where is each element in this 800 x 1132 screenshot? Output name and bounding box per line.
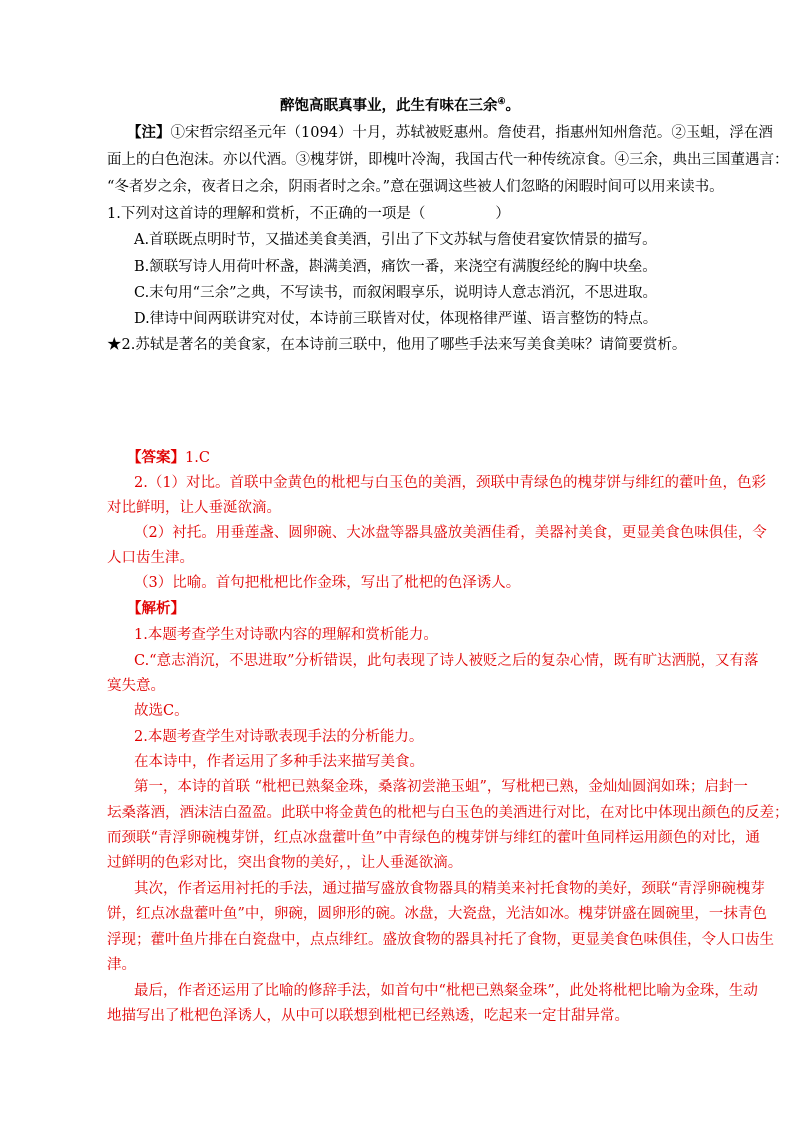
- question-1-stem-text: 1.下列对这首诗的理解和赏析，不正确的一项是（: [107, 206, 426, 222]
- answer-line-1: [127, 448, 705, 468]
- answer-line-4: （2）衬托。用垂莲盏、圆卵碗、大冰盘等器具盛放美酒佳肴，美器衬美食，更显美食色味俱佳，令: [134, 525, 767, 541]
- notes-label: 【注】: [127, 124, 171, 141]
- poem-line: [0, 96, 800, 116]
- analysis-line: 津。: [107, 957, 136, 973]
- analysis-line: 而颈联“青浮卵碗槐芽饼，红点冰盘藿叶鱼”中青绿色的槐芽饼与绯红的藿叶鱼同样运用颜色的对比，通: [107, 830, 760, 846]
- notes-line-2: 面上的白色泡沫。亦以代酒。③槐芽饼，即槐叶冷淘，我国古代一种传统凉食。④三余，典出三国董遇言：: [107, 152, 789, 168]
- analysis-line: 饼，红点冰盘藿叶鱼”中，卵碗，圆卵形的碗。冰盘，大瓷盘，光洁如冰。槐芽饼盛在圆碗里，一抹青色: [107, 906, 767, 922]
- analysis-line: 寞失意。: [107, 678, 165, 694]
- analysis-line: 浮现；藿叶鱼片排在白瓷盘中，点点绯红。盛放食物的器具衬托了食物，更显美食色味俱佳，令人口齿生: [107, 932, 774, 948]
- analysis-line: 坛桑落酒，酒沫洁白盈盈。此联中将金黄色的枇杷与白玉色的美酒进行对比，在对比中体现出颜色的反差；: [107, 805, 789, 821]
- notes-line-3: “冬者岁之余，夜者日之余，阴雨者时之余。”意在强调这些被人们忽略的闲暇时间可以用来读书。: [107, 179, 724, 195]
- poem-line-text: 醉饱高眠真事业，此生有味在三余: [279, 98, 498, 114]
- answer-label: 【答案】: [127, 449, 185, 466]
- notes-text-1: ①宋哲宗绍圣元年（1094）十月，苏轼被贬惠州。詹使君，指惠州知州詹范。②玉蛆，浮在酒: [170, 125, 773, 141]
- analysis-line: 故选C。: [134, 703, 189, 719]
- question-1-stem-end: ）: [495, 206, 510, 222]
- analysis-line: 最后，作者还运用了比喻的修辞手法，如首句中“枇杷已熟粲金珠”，此处将枇杷比喻为金珠，生动: [134, 983, 758, 999]
- analysis-line: 1.本题考查学生对诗歌内容的理解和赏析能力。: [134, 627, 438, 643]
- analysis-line: 地描写出了枇杷色泽诱人，从中可以联想到枇杷已经熟透，吃起来一定甘甜异常。: [107, 1008, 629, 1024]
- analysis-label: 【解析】: [127, 600, 185, 617]
- option-c: C.末句用“三余”之典，不写读书，而叙闲暇享乐，说明诗人意志消沉，不思进取。: [134, 285, 658, 301]
- notes-line-1: [127, 123, 773, 143]
- question-2: ★2.苏轼是著名的美食家，在本诗前三联中，他用了哪些手法来写美食美味？请简要赏析。: [107, 337, 687, 353]
- analysis-line: C.“意志消沉，不思进取”分析错误，此句表现了诗人被贬之后的复杂心情，既有旷达洒脱，又有落: [134, 653, 759, 669]
- answer-line-6: （3）比喻。首句把枇杷比作金珠，写出了枇杷的色泽诱人。: [134, 575, 521, 591]
- poem-line-end: 。: [505, 98, 521, 114]
- analysis-line: 其次，作者运用衬托的手法，通过描写盛放食物器具的精美来衬托食物的美好，颈联“青浮卵碗槐芽: [134, 881, 765, 897]
- analysis-line: 第一，本诗的首联 “枇杷已熟粲金珠，桑落初尝滟玉蛆”，写枇杷已熟，金灿灿圆润如珠；启封一: [134, 779, 748, 795]
- answer-q1: 1.C: [185, 450, 210, 466]
- answer-line-5: 人口齿生津。: [107, 550, 194, 566]
- answer-line-2: 2.（1）对比。首联中金黄色的枇杷与白玉色的美酒，颈联中青绿色的槐芽饼与绯红的藿叶鱼，色彩: [134, 475, 767, 491]
- answer-line-3: 对比鲜明，让人垂涎欲滴。: [107, 500, 281, 516]
- analysis-line: 过鲜明的色彩对比，突出食物的美好，，让人垂涎欲滴。: [107, 855, 463, 871]
- question-1-stem: [107, 204, 705, 224]
- option-b: B.颔联写诗人用荷叶杯盏，斟满美酒，痛饮一番，来浇空有满腹经纶的胸中块垒。: [134, 259, 657, 275]
- option-a: A.首联既点明时节，又描述美食美酒，引出了下文苏轼与詹使君宴饮情景的描写。: [134, 232, 657, 248]
- note-mark: ④: [497, 97, 506, 108]
- analysis-line: 2.本题考查学生对诗歌表现手法的分析能力。: [134, 729, 424, 745]
- option-d: D.律诗中间两联讲究对仗，本诗前三联皆对仗，体现格律严谨、语言整饬的特点。: [134, 311, 658, 327]
- analysis-line: 在本诗中，作者运用了多种手法来描写美食。: [134, 754, 424, 770]
